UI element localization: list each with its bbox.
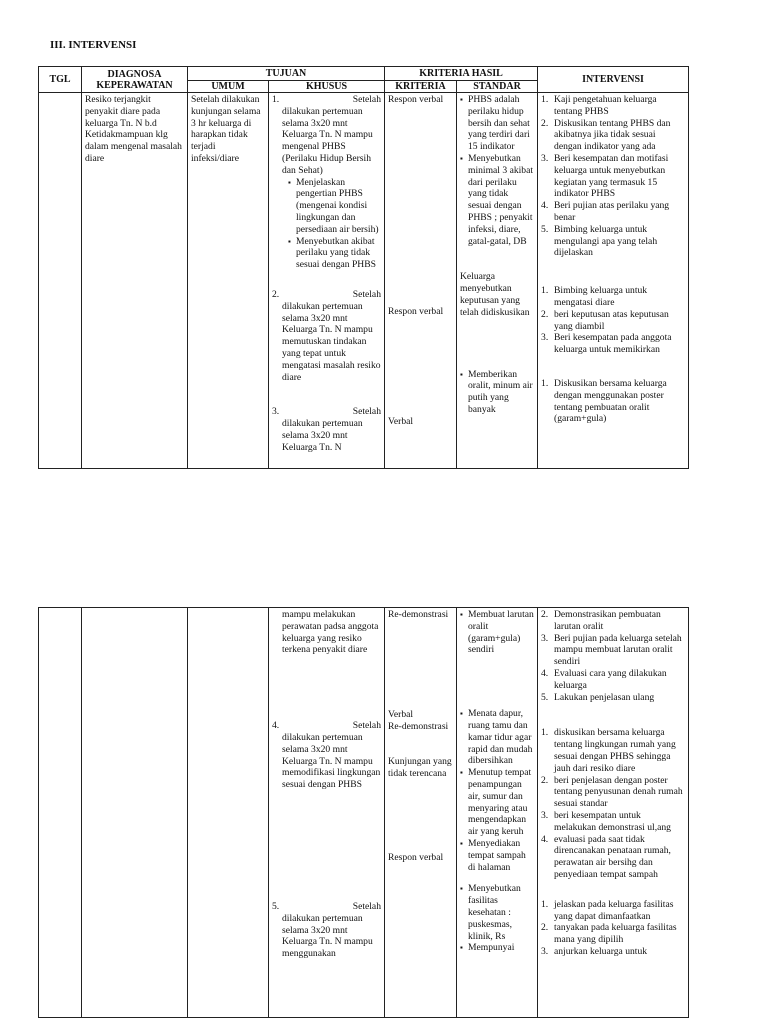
header-kriteria-hasil: KRITERIA HASIL — [385, 67, 538, 81]
standar-bullet: ▪ Menyebutkan fasilitas kesehatan : puskesmas, klinik, Rs — [460, 883, 534, 942]
standar-bullet: ▪ Membuat larutan oralit (garam+gula) sendiri — [460, 609, 534, 656]
intervention-table-page-1 — [38, 66, 689, 469]
intervensi-cell — [538, 93, 689, 469]
intervensi-item: 1. Kaji pengetahuan keluarga tentang PHBS — [541, 94, 657, 117]
khusus-1-bullet: ▪ Menjelaskan pengertian PHBS (mengenai kondisi lingkungan dan persediaan air bersih) — [288, 177, 381, 236]
khusus-item-3-continued: mampu melakukan perawatan padsa anggota keluarga yang resiko terkena penyakit diare — [282, 609, 379, 656]
khusus-item-2: 2. Setelah dilakukan pertemuan selama 3x20 mnt Keluarga Tn. N mampu memutuskan tindakan yang tepat untuk mengatasi masalah resiko diare — [272, 288, 381, 383]
intervensi-item: 2. beri penjelasan dengan poster tentang penyusunan denah rumah sesuai standar — [541, 774, 683, 810]
intervensi-item: 1. diskusikan bersama keluarga tentang lingkungan rumah yang sesuai dengan PHBS sehingga jauh dari resiko diare — [541, 727, 676, 774]
header-tujuan: TUJUAN — [188, 67, 385, 81]
intervensi-item: 2. beri keputusan atas keputusan yang diambil — [541, 308, 669, 332]
khusus-item-4: 4. Setelah dilakukan pertemuan selama 3x20 mnt Keluarga Tn. N mampu memodifikasi lingkungan sesuai dengan PHBS — [272, 720, 381, 791]
standar-bullet: ▪ Mempunyai — [460, 942, 534, 954]
khusus-1-bullet: ▪ Menyebutkan akibat perilaku yang tidak sesuai dengan PHBS — [288, 236, 381, 271]
umum-cell — [188, 608, 269, 1018]
umum-cell: Setelah dilakukan kunjungan selama 3 hr keluarga di harapkan tidak terjadi infeksi/diare — [188, 93, 269, 469]
intervensi-item: 3. Beri kesempatan pada anggota keluarga untuk memikirkan — [541, 332, 672, 356]
tgl-cell — [39, 608, 82, 1018]
diagnosa-cell: Resiko terjangkit penyakit diare pada keluarga Tn. N b.d Ketidakmampuan klg dalam mengenal masalah diare — [82, 93, 188, 469]
intervention-table-page-2 — [38, 607, 689, 1018]
standar-bullet: ▪ PHBS adalah perilaku hidup bersih dan sehat yang terdiri dari 15 indikator — [460, 94, 534, 153]
standar-bullet: ▪ Menyediakan tempat sampah di halaman — [460, 838, 534, 873]
standar-bullet: ▪ Menyebutkan minimal 3 akibat dari perilaku yang tidak sesuai dengan PHBS ; penyakit infeksi, diare, gatal-gatal, DB — [460, 153, 534, 247]
standar-bullet: ▪ Menata dapur, ruang tamu dan kamar tidur agar rapid dan mudah dibersihkan — [460, 708, 534, 767]
standar-text: Keluarga menyebutkan keputusan yang telah didiskusikan — [460, 271, 530, 318]
intervensi-item: 2. tanyakan pada keluarga fasilitas mana yang dipilih — [541, 922, 677, 946]
intervensi-item: 1. jelaskan pada keluarga fasilitas yang dapat dimanfaatkan — [541, 898, 674, 922]
khusus-item-5: 5. Setelah dilakukan pertemuan selama 3x20 mnt Keluarga Tn. N mampu menggunakan — [272, 900, 381, 960]
header-intervensi: INTERVENSI — [538, 67, 689, 93]
intervensi-item: 3. Beri pujian pada keluarga setelah mampu membuat larutan oralit sendiri — [541, 632, 682, 668]
khusus-item-1: 1. Setelah dilakukan pertemuan selama 3x20 mnt Keluarga Tn. N mampu mengenal PHBS (Perilaku Hidup Bersih dan Sehat) ▪ Menjelaskan pengertian PHBS (mengenai kondisi lingkungan dan persediaan air bersih) ▪ Menyebutkan akibat perilaku yang tidak sesuai dengan PHBS — [272, 94, 381, 271]
diagnosa-cell — [82, 608, 188, 1018]
header-standar: STANDAR — [457, 81, 538, 93]
intervensi-item: 2. Diskusikan tentang PHBS dan akibatnya jika tidak sesuai dengan indikator yang ada — [541, 117, 671, 153]
intervensi-item: 3. Beri kesempatan dan motifasi keluarga untuk menyebutkan kegiatan yang termasuk 15 indikator PHBS — [541, 152, 669, 200]
intervensi-item: 1. Diskusikan bersama keluarga dengan menggunakan poster tentang pembuatan oralit (garam+gula) — [541, 377, 667, 425]
header-kriteria: KRITERIA — [385, 81, 457, 93]
intervensi-cell — [538, 608, 689, 1018]
intervensi-item: 1. Bimbing keluarga untuk mengatasi diare — [541, 285, 648, 308]
intervensi-item: 4. Beri pujian atas perilaku yang benar — [541, 200, 670, 223]
khusus-item-3: 3. Setelah dilakukan pertemuan selama 3x20 mnt Keluarga Tn. N — [272, 406, 381, 453]
intervensi-item: 4. Evaluasi cara yang dilakukan keluarga — [541, 667, 667, 691]
intervensi-item: 3. beri kesempatan untuk melakukan demonstrasi ul,ang — [541, 809, 671, 833]
intervensi-item: 3. anjurkan keluarga untuk — [541, 945, 648, 957]
standar-bullet: ▪ Memberikan oralit, minum air putih yang banyak — [460, 369, 534, 416]
intervensi-item: 5. Bimbing keluarga untuk mengulangi apa yang telah dijelaskan — [541, 223, 658, 259]
standar-cell — [457, 93, 538, 469]
intervensi-item: 4. evaluasi pada saat tidak direncanakan penataan rumah, perawatan air bersihg dan penyediaan tempat sampah — [541, 833, 671, 880]
header-umum: UMUM — [188, 81, 269, 93]
khusus-cell — [269, 93, 385, 469]
standar-cell — [457, 608, 538, 1018]
header-khusus: KHUSUS — [269, 81, 385, 93]
header-tgl: TGL — [39, 67, 82, 93]
section-title: III. INTERVENSI — [50, 39, 137, 51]
kriteria-cell: Re-demonstrasi Verbal Re-demonstrasi Kunjungan yang tidak terencana Respon verbal — [385, 608, 457, 1018]
kriteria-cell: Respon verbal Respon verbal Verbal — [385, 93, 457, 469]
intervensi-item: 2. Demonstrasikan pembuatan larutan oralit — [541, 609, 661, 632]
khusus-cell — [269, 608, 385, 1018]
standar-bullet: ▪ Menutup tempat penampungan air, sumur dan menyaring atau mengendapkan air yang keruh — [460, 767, 534, 838]
header-diagnosa: DIAGNOSA KEPERAWATAN — [82, 67, 188, 93]
tgl-cell — [39, 93, 82, 469]
intervensi-item: 5. Lakukan penjelasan ulang — [541, 691, 655, 703]
